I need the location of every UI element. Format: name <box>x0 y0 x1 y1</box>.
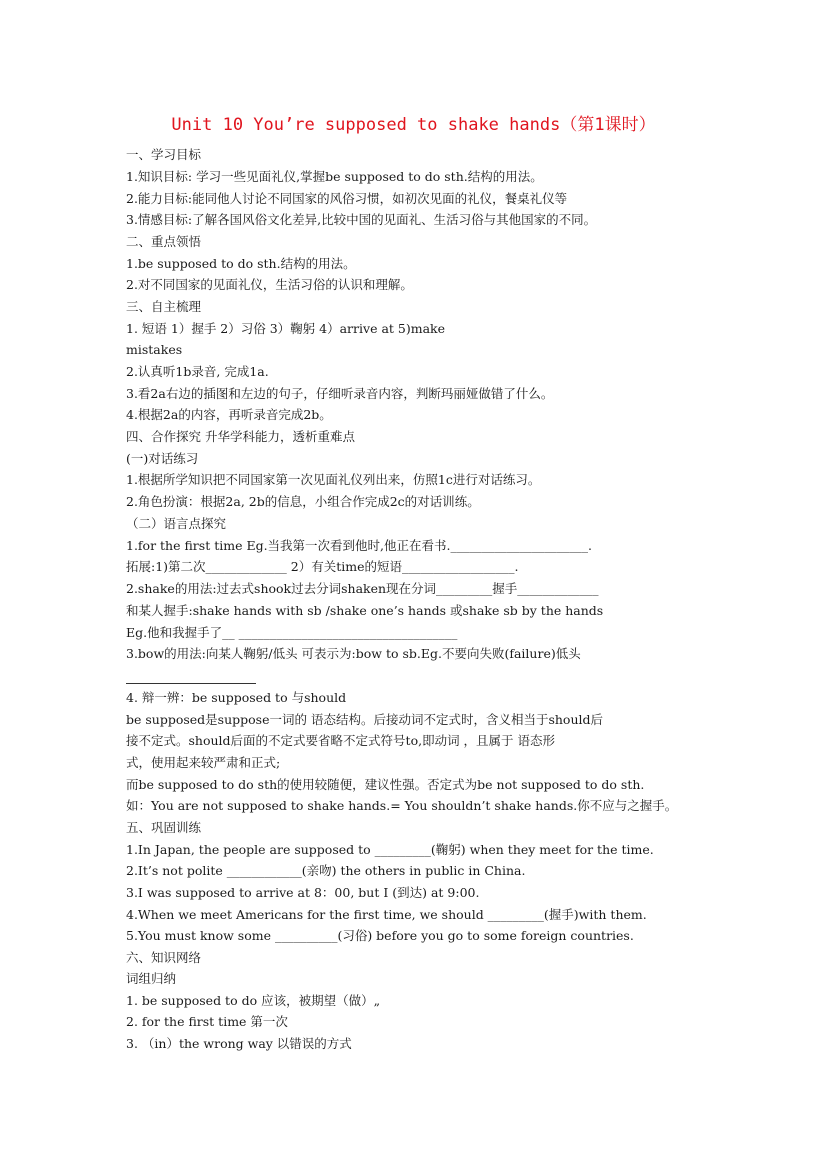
text-line: 2. for the first time 第一次 <box>126 1014 288 1029</box>
text-line: 1.for the first time Eg.当我第一次看到他时,他正在看书.______________________. <box>126 538 592 553</box>
text-line: 四、合作探究 升华学科能力，透析重难点 <box>126 429 355 444</box>
text-line: 2.shake的用法:过去式shook过去分词shaken现在分词_________握手_____________ <box>126 581 599 596</box>
text-line: （二）语言点探究 <box>126 516 227 531</box>
text-line: 1.根据所学知识把不同国家第一次见面礼仪列出来，仿照1c进行对话练习。 <box>126 472 541 487</box>
text-line: mistakes <box>126 342 183 357</box>
text-line: 2.认真听1b录音, 完成1a. <box>126 364 269 379</box>
text-line: 1. 短语 1）握手 2）习俗 3）鞠躬 4）arrive at 5)make <box>126 321 445 336</box>
text-line: 4. 辩一辨：be supposed to 与should <box>126 690 347 705</box>
text-line: be supposed是suppose一词的 语态结构。后接动词不定式时，含义相当于should后 <box>126 712 604 727</box>
text-line: 3.情感目标:了解各国风俗文化差异,比较中国的见面礼、生活习俗与其他国家的不同。 <box>126 212 597 227</box>
text-line: 如：You are not supposed to shake hands.= You shouldn’t shake hands.你不应与之握手。 <box>126 798 678 813</box>
page-title: Unit 10 You’re supposed to shake hands（第1课时） <box>171 115 656 135</box>
text-line: 一、学习目标 <box>126 147 202 162</box>
text-line: 4.根据2a的内容，再听录音完成2b。 <box>126 407 332 422</box>
text-line: 1.知识目标: 学习一些见面礼仪,掌握be supposed to do sth.结构的用法。 <box>126 169 543 184</box>
text-line: (一)对话练习 <box>126 451 199 466</box>
text-line: 2.It’s not polite ____________(亲吻) the others in public in China. <box>126 863 526 878</box>
text-line: 2.能力目标:能同他人讨论不同国家的风俗习惯，如初次见面的礼仪，餐桌礼仪等 <box>126 191 568 206</box>
text-line: 2.对不同国家的见面礼仪，生活习俗的认识和理解。 <box>126 277 413 292</box>
text-line: 3.bow的用法:向某人鞠躬/低头 可表示为:bow to sb.Eg.不要向失败(failure)低头 <box>126 646 581 661</box>
text-line: 和某人握手:shake hands with sb /shake one’s hands 或shake sb by the hands <box>126 603 604 618</box>
text-line: 3.I was supposed to arrive at 8：00, but I (到达) at 9:00. <box>126 885 480 900</box>
text-line: Eg.他和我握手了__ ___________________________________ <box>126 625 458 640</box>
text-line: 五、巩固训练 <box>126 820 202 835</box>
text-line: 三、自主梳理 <box>126 299 202 314</box>
text-line: 3.看2a右边的插图和左边的句子，仔细听录音内容，判断玛丽娅做错了什么。 <box>126 386 554 401</box>
text-line: 词组归纳 <box>126 971 177 986</box>
text-line: 2.角色扮演：根据2a, 2b的信息，小组合作完成2c的对话训练。 <box>126 494 480 509</box>
text-line: 1. be supposed to do 应该，被期望（做）„ <box>126 993 381 1008</box>
text-line: 5.You must know some __________(习俗) before you go to some foreign countries. <box>126 928 634 943</box>
text-line: 接不定式。should后面的不定式要省略不定式符号to,即动词 ，且属于 语态形 <box>126 733 556 748</box>
text-line: 1.be supposed to do sth.结构的用法。 <box>126 256 356 271</box>
text-line: 式，使用起来较严肃和正式; <box>126 755 281 770</box>
answer-line <box>126 683 256 684</box>
text-line: 1.In Japan, the people are supposed to _________(鞠躬) when they meet for the time. <box>126 842 654 857</box>
text-line: 六、知识网络 <box>126 950 202 965</box>
text-line: 拓展:1)第二次_____________ 2）有关time的短语__________________. <box>126 559 519 574</box>
text-line: 3. （in）the wrong way 以错误的方式 <box>126 1036 352 1051</box>
text-line: 而be supposed to do sth的使用较随便，建议性强。否定式为be not supposed to do sth. <box>126 777 645 792</box>
text-line: 二、重点领悟 <box>126 234 202 249</box>
text-line: 4.When we meet Americans for the first time, we should _________(握手)with them. <box>126 907 647 922</box>
